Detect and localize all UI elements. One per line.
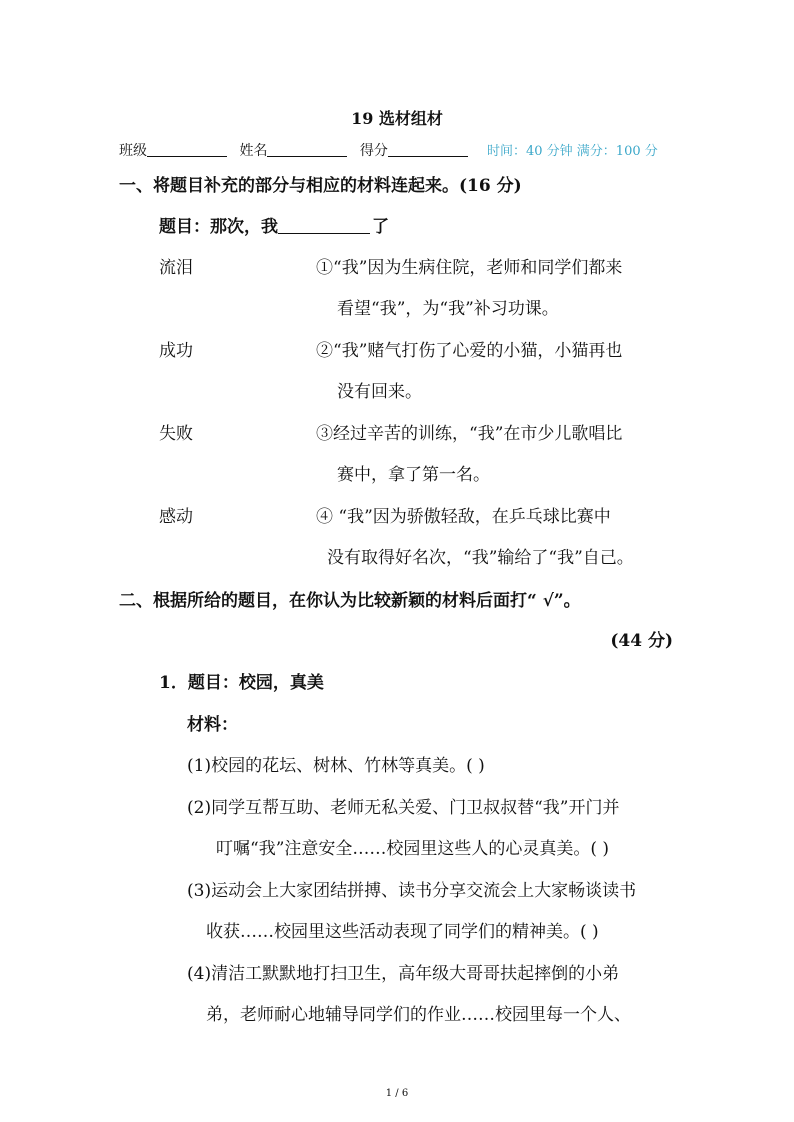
material-item[interactable]: ①“我”因为生病住院，老师和同学们都来 xyxy=(316,258,623,278)
page-title: 19 选材组材 xyxy=(351,109,443,128)
class-label: 班级 xyxy=(119,143,147,159)
option-item-cont: 叮嘱“我”注意安全……校园里这些人的心灵真美。( ) xyxy=(216,839,610,859)
prompt-blank[interactable] xyxy=(278,219,370,234)
option-item[interactable]: (1)校园的花坛、树林、竹林等真美。( ) xyxy=(187,756,485,776)
material-item-cont: 赛中，拿了第一名。 xyxy=(337,465,490,485)
section2-heading: 二、根据所给的题目，在你认为比较新颖的材料后面打“ √”。 xyxy=(119,591,581,611)
name-blank[interactable] xyxy=(267,142,347,157)
material-item-cont: 没有回来。 xyxy=(337,382,422,402)
material-label: 材料： xyxy=(187,715,238,735)
word-item[interactable]: 感动 xyxy=(159,507,193,527)
section2-score: (44 分) xyxy=(610,631,673,651)
score-label: 得分 xyxy=(359,143,388,159)
option-item-cont: 弟，老师耐心地辅导同学们的作业……校园里每一个人、 xyxy=(206,1005,631,1025)
material-item-cont: 看望“我”，为“我”补习功课。 xyxy=(337,299,559,319)
word-item[interactable]: 流泪 xyxy=(159,258,193,278)
word-item[interactable]: 失败 xyxy=(159,424,193,444)
option-item-cont: 收获……校园里这些活动表现了同学们的精神美。( ) xyxy=(206,922,599,942)
material-item-cont: 没有取得好名次，“我”输给了“我”自己。 xyxy=(327,548,634,568)
time-info: 时间：40 分钟 满分：100 分 xyxy=(487,144,658,159)
word-item[interactable]: 成功 xyxy=(159,341,193,361)
option-item[interactable]: (2)同学互帮互助、老师无私关爱、门卫叔叔替“我”开门并 xyxy=(187,798,620,818)
class-blank[interactable] xyxy=(147,142,227,157)
student-info-line xyxy=(119,140,476,160)
name-label: 姓名 xyxy=(239,143,268,159)
question1-title: 1．题目：校园，真美 xyxy=(159,673,324,693)
option-item[interactable]: (4)清洁工默默地打扫卫生，高年级大哥哥扶起摔倒的小弟 xyxy=(187,964,620,984)
prompt-prefix: 题目：那次，我 xyxy=(159,217,278,237)
prompt-suffix: 了 xyxy=(372,217,389,237)
material-item[interactable]: ③经过辛苦的训练，“我”在市少儿歌唱比 xyxy=(316,424,623,444)
section1-heading: 一、将题目补充的部分与相应的材料连起来。(16 分) xyxy=(119,176,522,196)
section1-prompt xyxy=(159,212,389,237)
material-item[interactable]: ②“我”赌气打伤了心爱的小猫，小猫再也 xyxy=(316,341,623,361)
page-number: 1 / 6 xyxy=(385,1088,409,1099)
score-blank[interactable] xyxy=(388,142,468,157)
option-item[interactable]: (3)运动会上大家团结拼搏、读书分享交流会上大家畅谈读书 xyxy=(187,881,637,901)
material-item[interactable]: ④ “我”因为骄傲轻敌，在乒乓球比赛中 xyxy=(316,507,611,527)
